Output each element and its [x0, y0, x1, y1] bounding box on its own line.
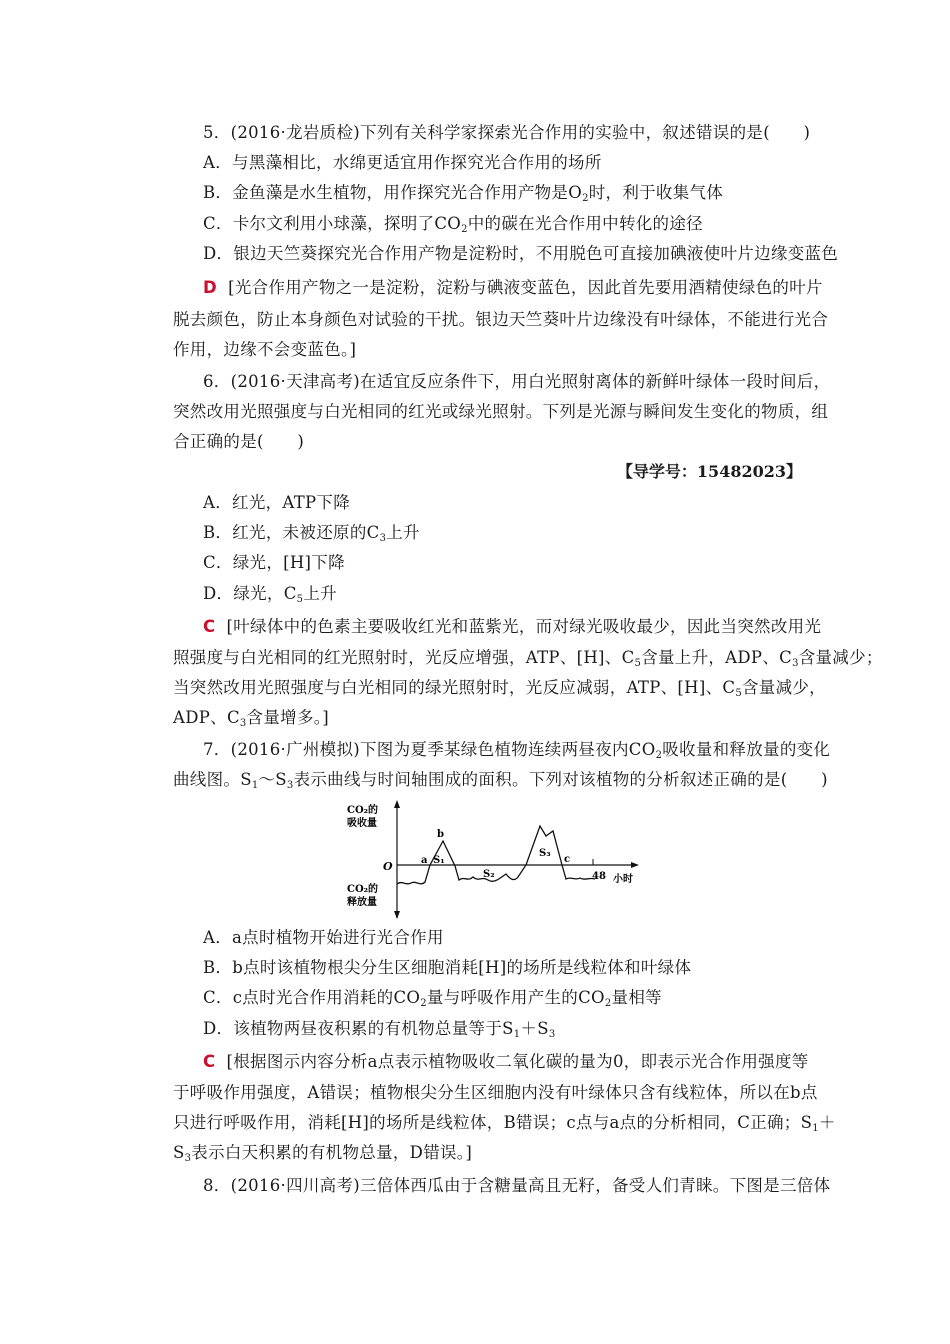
area-s1-label: S₁: [433, 855, 445, 866]
y-axis-arrow-down-icon: [394, 911, 400, 919]
q5-explanation-3: 作用，边缘不会变蓝色。]: [173, 340, 357, 359]
q5-option-d: D．银边天竺葵探究光合作用产物是淀粉时，不用脱色可直接加碘液使叶片边缘变蓝色: [203, 244, 839, 263]
q6-option-d: D．绿光，$C_5$上升: [203, 584, 337, 605]
y-bottom-label-2: 释放量: [347, 897, 377, 908]
q6-explanation-4: ADP、$C_3$含量增多。]: [173, 708, 330, 729]
q7-option-d: D．该植物两昼夜积累的有机物总量等于$S_1+S_3$: [203, 1019, 556, 1040]
q7-option-b: B．b点时该植物根尖分生区细胞消耗[H]的场所是线粒体和叶绿体: [203, 958, 692, 977]
q7-explanation-1: C [根据图示内容分析a点表示植物吸收二氧化碳的量为0，即表示光合作用强度等: [203, 1052, 809, 1071]
area-s3-label: S₃: [539, 848, 551, 859]
q6-explanation-2: 照强度与白光相同的红光照射时，光反应增强，ATP、[H]、$C_5$含量上升，ADP、$C_3$含量减少；: [173, 648, 883, 669]
q7-explanation-2: 于呼吸作用强度，A错误；植物根尖分生区细胞内没有叶绿体只含有线粒体，所以在b点: [173, 1083, 818, 1102]
q7-answer: C: [203, 1052, 216, 1071]
q5-stem: 5．(2016·龙岩质检)下列有关科学家探索光合作用的实验中，叙述错误的是( ): [203, 123, 811, 142]
tick-48-label: 48: [592, 871, 606, 882]
co2-exchange-figure: [340, 798, 640, 920]
q6-option-c: C．绿光，[H]下降: [203, 553, 345, 572]
q6-option-a: A．红光，ATP下降: [203, 493, 351, 512]
point-a-label: a: [421, 855, 428, 866]
q6-explanation-3: 当突然改用光照强度与白光相同的绿光照射时，光反应减弱，ATP、[H]、$C_5$含量减少，: [173, 678, 826, 699]
q7-stem-2: 曲线图。$S_1\sim S_3$表示曲线与时间轴围成的面积。下列对该植物的分析叙述正确的是( ): [173, 770, 828, 791]
y-top-label-1: CO₂的: [347, 805, 379, 816]
y-axis-arrow-up-icon: [394, 800, 400, 808]
origin-label: O: [383, 860, 393, 873]
q5-option-c: C．卡尔文利用小球藻，探明了$CO_2$中的碳在光合作用中转化的途径: [203, 214, 703, 235]
q6-answer: C: [203, 617, 216, 636]
q6-stem-3: 合正确的是( ): [173, 432, 305, 451]
x-axis-arrow-icon: [631, 862, 639, 868]
q6-option-b: B．红光，未被还原的$C_3$上升: [203, 523, 420, 544]
q5-explanation-2: 脱去颜色，防止本身颜色对试验的干扰。银边天竺葵叶片边缘没有叶绿体，不能进行光合: [173, 310, 829, 329]
area-s2-label: S₂: [483, 869, 495, 880]
q5-answer: D: [203, 278, 217, 297]
q6-stem-1: 6．(2016·天津高考)在适宜反应条件下，用白光照射离体的新鲜叶绿体一段时间后，: [203, 372, 831, 391]
q7-explanation-3: 只进行呼吸作用，消耗[H]的场所是线粒体，B错误；c点与a点的分析相同，C正确；$S_1+$: [173, 1113, 836, 1134]
y-bottom-label-1: CO₂的: [347, 884, 379, 895]
q5-option-a: A．与黑藻相比，水绵更适宜用作探究光合作用的场所: [203, 153, 602, 172]
q6-explanation-1: C [叶绿体中的色素主要吸收红光和蓝紫光，而对绿光吸收最少，因此当突然改用光: [203, 617, 822, 636]
q8-stem-1: 8．(2016·四川高考)三倍体西瓜由于含糖量高且无籽，备受人们青睐。下图是三倍体: [203, 1176, 831, 1195]
q6-reference-number: 【导学号：15482023】: [616, 462, 802, 481]
y-top-label-2: 吸收量: [347, 818, 377, 829]
point-c-label: c: [564, 854, 571, 865]
point-b-label: b: [437, 829, 444, 840]
y-axis: [394, 800, 400, 919]
q5-option-b: B．金鱼藻是水生植物，用作探究光合作用产物是$O_2$时，利于收集气体: [203, 183, 724, 204]
q7-option-c: C．c点时光合作用消耗的$CO_2$量与呼吸作用产生的$CO_2$量相等: [203, 988, 662, 1009]
q7-stem-1: 7．(2016·广州模拟)下图为夏季某绿色植物连续两昼夜内$CO_2$吸收量和释放量的变化: [203, 740, 831, 761]
q6-stem-2: 突然改用光照强度与白光相同的红光或绿光照射。下列是光源与瞬间发生变化的物质，组: [173, 402, 829, 421]
q5-explanation-1: D [光合作用产物之一是淀粉，淀粉与碘液变蓝色，因此首先要用酒精使绿色的叶片: [203, 278, 823, 297]
x-unit-label: 小时: [613, 874, 633, 885]
q7-explanation-4: $S_3$表示白天积累的有机物总量，D错误。]: [173, 1143, 473, 1164]
q7-option-a: A．a点时植物开始进行光合作用: [203, 928, 444, 947]
